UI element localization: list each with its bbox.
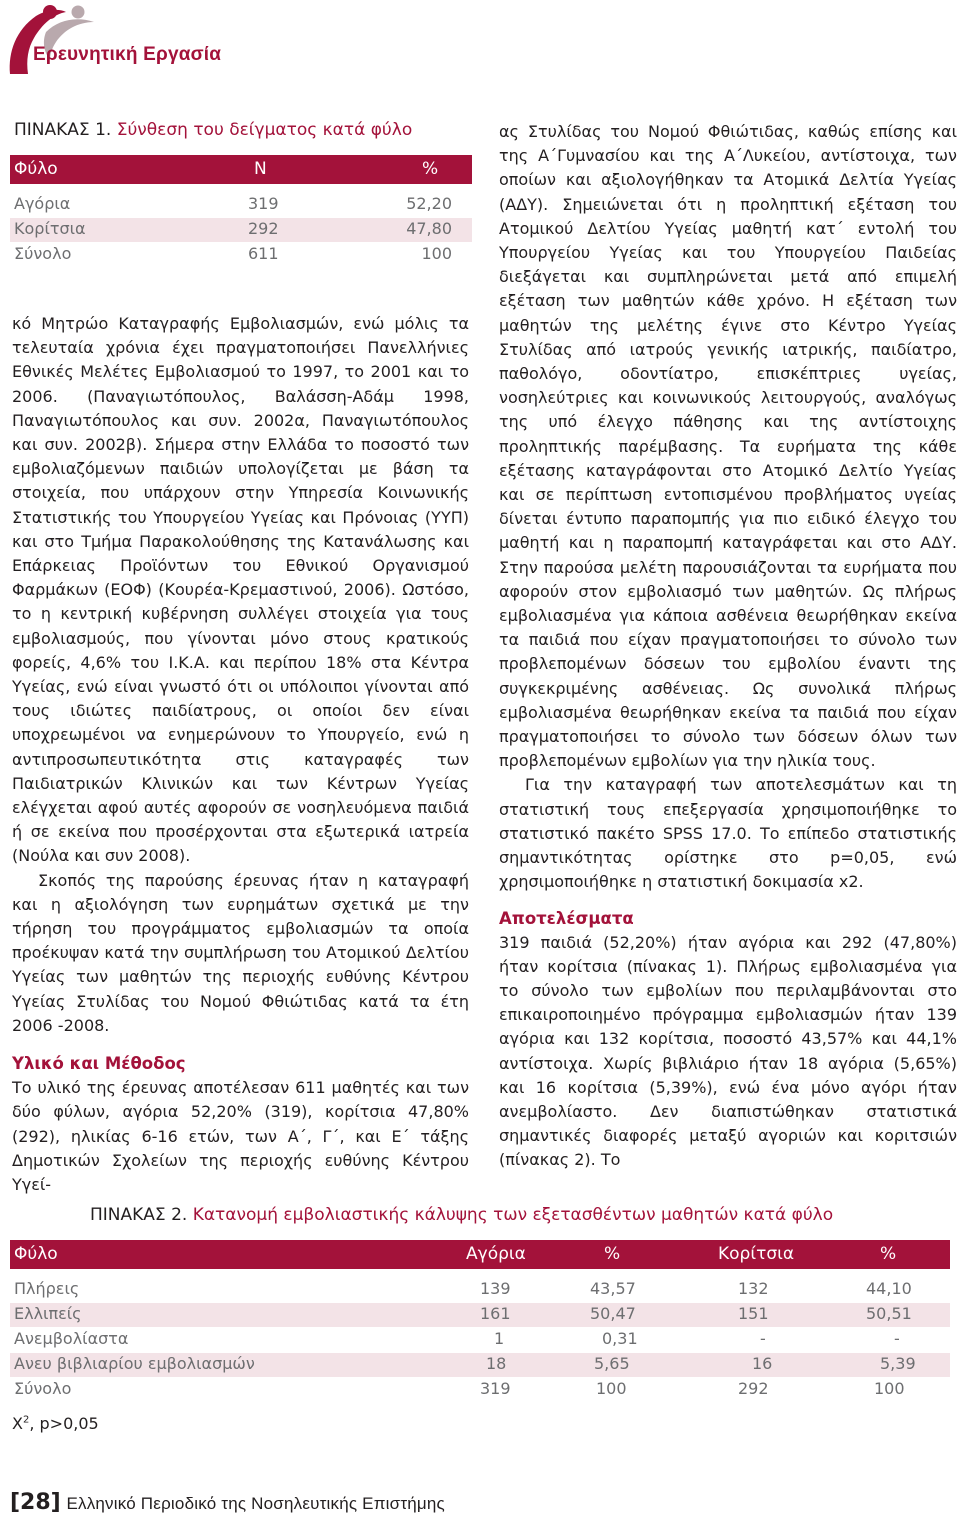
table-cell: 5,65 [594,1354,630,1373]
table2-header-cell: Αγόρια [466,1244,526,1264]
table1-header-cell: N [254,159,267,179]
table-cell: Πλήρεις [14,1279,80,1298]
section-label: Ερευνητική Εργασία [33,44,222,65]
right-paragraph-3: 319 παιδιά (52,20%) ήταν αγόρια και 292 (47,80%) ήταν κορίτσια (πίνακας 1). Πλήρως εμβολιασμένα για το σύνολο των εμβολίων που περιλαμβάνονται στο επικαιροποιημένο πρόγραμμα εμβολιασμών ήταν 139 αγόρια και 132 κορίτσια, ποσοστό 43,57% και 44,1% αντίστοιχα. Χωρίς βιβλιάριο ήταν 18 αγόρια (5,65%) και 16 κορίτσια (5,39%), ενώ ένα μόνο αγόρι ήταν ανεμβολίαστο. Δεν διαπιστώθηκαν στατιστικά σημαντικές διαφορές μεταξύ αγοριών και κοριτσιών (πίνακας 2). Το [499,932,957,1170]
table-cell: 100 [874,1379,905,1398]
table-cell: Ελλιπείς [14,1304,82,1323]
stat-note-symbol: X [12,1414,23,1433]
table1-header-cell: Φύλο [14,159,58,179]
table2-header-cell: Κορίτσια [718,1244,795,1264]
table-cell: 611 [248,244,279,263]
table-cell: 132 [738,1279,769,1298]
left-paragraph-2: Σκοπός της παρούσης έρευνας ήταν η καταγραφή και η αξιολόγηση των ευρημάτων σχετικά με την τήρηση του προγράμματος εμβολιασμών τα οποία προέκυψαν κατά την συμπλήρωση του Ατομικού Δελτίου Υγείας των μαθητών της περιοχής ευθύνης Κέντρου Υγείας Στυλίδας του Νομού Φθιώτιδας κατά τα έτη 2006 -2008. [12,870,469,1035]
table-cell: 292 [248,219,279,238]
methods-heading: Υλικό και Μέθοδος [12,1054,186,1074]
table2-header-cell: % [880,1244,897,1264]
table1-caption: Σύνθεση του δείγματος κατά φύλο [116,120,413,140]
table-cell: - [760,1329,766,1348]
table2-caption: Κατανομή εμβολιαστικής κάλυψης των εξετασθέντων μαθητών κατά φύλο [192,1205,834,1225]
table-cell: 319 [480,1379,511,1398]
table-row [10,193,472,217]
table1-title [14,120,412,140]
table2-header-row [10,1240,950,1269]
page-number: [28] [10,1490,61,1515]
table-cell: Σύνολο [14,244,72,263]
table1-header-row [10,155,472,184]
table-cell: 1 [494,1329,505,1348]
table-cell: - [894,1329,900,1348]
table-row [10,243,472,267]
table-row [10,1278,950,1302]
table-cell: Κορίτσια [14,219,86,238]
left-paragraph-1: κό Μητρώο Καταγραφής Εμβολιασμών, ενώ μόλις τα τελευταία χρόνια έχει πραγματοποιήσει Πανελλήνιες Εθνικές Μελέτες Εμβολιασμού το 1997, το 2001 και το 2006. (Παναγιωτόπουλος, Βαλάσση-Αδάμ 1998, Παναγιωτόπουλος και συν. 2002α, Παναγιωτόπουλος και συν. 2002β). Σήμερα στην Ελλάδα το ποσοστό των εμβολιαζόμενων παιδιών υπολογίζεται με βάση τα στοιχεία, που υπάρχουν στην Υπηρεσία Κοινωνικής Στατιστικής του Υπουργείου Υγείας και Πρόνοιας (ΥΥΠ) και στο Τμήμα Παρακολούθησης της Κατανάλωσης και Επάρκειας Προϊόντων του Εθνικού Οργανισμού Φαρμάκων (ΕΟΦ) (Κουρέα-Κρεμαστινού, 2006). Ωστόσο, το η κεντρική κυβέρνηση συλλέγει στοιχεία για τους εμβολιασμούς, που γίνονται μόνο στους κρατικούς φορείς, 4,6% του Ι.Κ.Α. και περίπου 18% στα Κέντρα Υγείας, ενώ είναι γνωστό ότι οι υπόλοιποι γίνονται από τους ιδιώτες παιδίατρους, οι οποίοι δεν είναι υποχρεωμένοι να ενημερώνουν το Υπουργείο, ενώ η αντιπροσωπευτικότητα στις καταγραφές των Παιδιατρικών Κλινικών και των Κέντρων Υγείας ελέγχεται αφού αυτές αφορούν σε νοσηλευόμενα παιδιά ή σε εκείνα που προσέρχονται στα εξωτερικά ιατρεία (Νούλα και συν 2008). [12,314,469,866]
table-cell: 292 [738,1379,769,1398]
table-cell: Αγόρια [14,194,71,213]
table-row [10,1353,950,1377]
table2-title [90,1205,833,1225]
table-cell: 16 [752,1354,773,1373]
stat-note-exponent: 2 [22,1414,30,1426]
table-cell: 5,39 [880,1354,916,1373]
table-cell: 50,51 [866,1304,912,1323]
table-cell: 18 [486,1354,507,1373]
table-cell: 0,31 [602,1329,638,1348]
table1-label: ΠΙΝΑΚΑΣ 1. [14,120,112,140]
right-paragraph-2: Για την καταγραφή των αποτελεσμάτων και τη στατιστική τους επεξεργασία χρησιμοποιήθηκε το στατιστικό πακέτο SPSS 17.0. Το επίπεδο στατιστικής σημαντικότητας ορίστηκε στο p=0,05, ενώ χρησιμοποιήθηκε η στατιστική δοκιμασία x2. [499,775,957,892]
right-column [499,120,957,1173]
journal-title: Ελληνικό Περιοδικό της Νοσηλευτικής Επιστήμης [66,1494,445,1513]
table-cell: 319 [248,194,279,213]
table-cell: 100 [596,1379,627,1398]
table-row [10,1378,950,1402]
left-paragraph-3: Το υλικό της έρευνας αποτέλεσαν 611 μαθητές και των δύο φύλων, αγόρια 52,20% (319), κορίτσια 47,80% (292), ηλικίας 6-16 ετών, των Α΄, Γ΄, και Ε΄ τάξης Δημοτικών Σχολείων της περιοχής ευθύνης Κέντρου Υγεί- [12,1078,469,1194]
table-cell: 47,80 [406,219,452,238]
table-cell: Ανευ βιβλιαρίου εμβολιασμών [14,1354,255,1373]
left-column [12,312,469,1197]
table-row [10,1328,950,1352]
table-cell: Σύνολο [14,1379,72,1398]
table-cell: 44,10 [866,1279,912,1298]
statistical-note [12,1414,99,1433]
table-cell: 52,20 [406,194,452,213]
table2-header-cell: % [604,1244,621,1264]
table1-header-cell: % [422,159,439,179]
table2-header-cell: Φύλο [14,1244,58,1264]
table-cell: 161 [480,1304,511,1323]
table-row [10,1303,950,1327]
table-cell: 100 [421,244,452,263]
table2-label: ΠΙΝΑΚΑΣ 2. [90,1205,188,1225]
table-row [10,218,472,242]
table-cell: 151 [738,1304,769,1323]
table-cell: Ανεμβολίαστα [14,1329,129,1348]
results-heading: Αποτελέσματα [499,908,634,928]
page-footer [10,1490,445,1515]
table-cell: 50,47 [590,1304,636,1323]
table-cell: 43,57 [590,1279,636,1298]
stat-note-text: , p>0,05 [29,1414,99,1433]
right-paragraph-1: ας Στυλίδας του Νομού Φθιώτιδας, καθώς επίσης και της Α΄Γυμνασίου και της Α΄Λυκείου, αντίστοιχα, των οποίων και αξιολογήθηκαν τα Ατομικά Δελτία Υγείας (ΑΔΥ). Σημειώνεται ότι η προληπτική εξέταση του Ατομικού Δελτίου Υγείας μαθητή κατ΄ εντολή του Υπουργείου Υγείας και του Υπουργείου Παιδείας διεξάγεται και συμπληρώνεται μετά από επιμελή εξέταση των μαθητών κάθε χρόνο. Η εξέταση των μαθητών της μελέτης έγινε στο Κέντρο Υγείας Στυλίδας από ιατρούς γενικής ιατρικής, παιδίατρο, παθολόγο, οδοντίατρο, επισκέπτριες υγείας, νοσηλεύτριες και κοινωνικούς λειτουργούς, αναλόγως της υπό έλεγχο πάθησης και της αντίστοιχης προληπτικής παρέμβασης. Τα ευρήματα της κάθε εξέτασης καταγράφονται στο Ατομικό Δελτίο Υγείας και σε περίπτωση εντοπισμένου προβλήματος υγείας δίνεται έντυπο παραπομπής για πιο ειδικό έλεγχο του μαθητή και η παραπομπή καταγράφεται και στο ΑΔΥ. Στην παρούσα μελέτη παρουσιάζονται τα ευρήματα που αφορούν στον εμβολιασμό των μαθητών. Ως πλήρως εμβολιασμένα για κάποια ασθένεια θεωρήθηκαν εκείνα τα παιδιά που είχαν πραγματοποιήσει το σύνολο των προβλεπομένων δόσεων του εμβολίου έναντι της συγκεκριμένης ασθένειας. Ως συνολικά πλήρως εμβολιασμένα θεωρήθηκαν εκείνα τα παιδιά που είχαν πραγματοποιήσει το σύνολο των δόσεων όλων των προβλεπομένων εμβολίων για την ηλικία τους. [499,122,957,771]
table-cell: 139 [480,1279,511,1298]
